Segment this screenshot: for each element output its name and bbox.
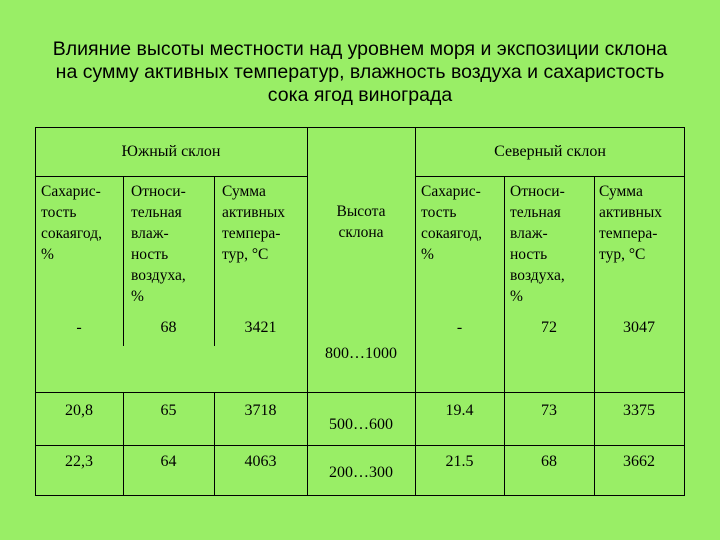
divider-altitude-north <box>415 127 416 496</box>
table-cell-r1-altitude: 800…1000 <box>325 345 397 362</box>
north-temp-header: Сумма активных темпера- тур, °С <box>599 183 663 263</box>
table-cell-r3-north-sugar: 21.5 <box>445 453 474 470</box>
page-title <box>20 38 700 107</box>
table-cell-r2-north-humidity: 73 <box>541 402 557 419</box>
table-cell-r3-south-humidity: 64 <box>160 453 177 470</box>
table-cell-r1-north-sugar: - <box>456 319 463 336</box>
altitude-header: Высота склона <box>336 203 386 241</box>
table-cell-r2-south-sugar: 20,8 <box>65 402 93 419</box>
north-slope-header: Северный склон <box>494 143 606 160</box>
south-temp-header: Сумма активных темпера- тур, °С <box>222 183 286 263</box>
table-cell-r1-north-humidity: 72 <box>541 319 557 336</box>
table-cell-r3-south-sugar: 22,3 <box>65 453 93 470</box>
north-humidity-header: Относи- тельная влаж- ность воздуха, % <box>510 183 565 305</box>
divider-south-altitude <box>307 127 308 496</box>
divider-north-header <box>415 176 685 177</box>
table-cell-r1-south-sugar: - <box>76 319 82 336</box>
south-humidity-header: Относи- тельная влаж- ность воздуха, % <box>131 183 186 305</box>
title-line-3: сока ягод винограда <box>267 84 453 106</box>
table-cell-r3-north-humidity: 68 <box>541 453 557 470</box>
divider-row-1 <box>35 392 685 393</box>
table-border-right <box>684 127 685 496</box>
data-table <box>35 127 685 496</box>
title-line-1: Влияние высоты местности над уровнем моря и экспозиции склона <box>52 38 668 60</box>
divider-row-2 <box>35 445 685 446</box>
table-cell-r1-north-temp: 3047 <box>623 319 655 336</box>
table-cell-r2-south-temp: 3718 <box>244 402 277 419</box>
divider-south-header <box>35 176 307 177</box>
table-border-bottom <box>35 495 685 496</box>
south-slope-header: Южный склон <box>121 143 221 160</box>
table-cell-r3-north-temp: 3662 <box>623 453 655 470</box>
table-cell-r3-altitude: 200…300 <box>329 464 393 481</box>
table-cell-r1-south-humidity: 68 <box>160 319 177 336</box>
table-cell-r1-south-temp: 3421 <box>244 319 277 336</box>
table-border-left <box>35 127 36 496</box>
north-sugar-header: Сахарис- тость сокаягод, % <box>421 183 482 263</box>
table-cell-r2-north-temp: 3375 <box>623 402 655 419</box>
table-cell-r2-south-humidity: 65 <box>160 402 177 419</box>
title-line-2: на сумму активных температур, влажность воздуха и сахаристость <box>55 61 665 83</box>
south-sugar-header: Сахарис- тость сокаягод, % <box>41 183 102 263</box>
table-border-top <box>35 127 685 128</box>
table-cell-r2-altitude: 500…600 <box>329 416 393 433</box>
table-cell-r2-north-sugar: 19.4 <box>445 402 474 419</box>
table-cell-r3-south-temp: 4063 <box>244 453 277 470</box>
